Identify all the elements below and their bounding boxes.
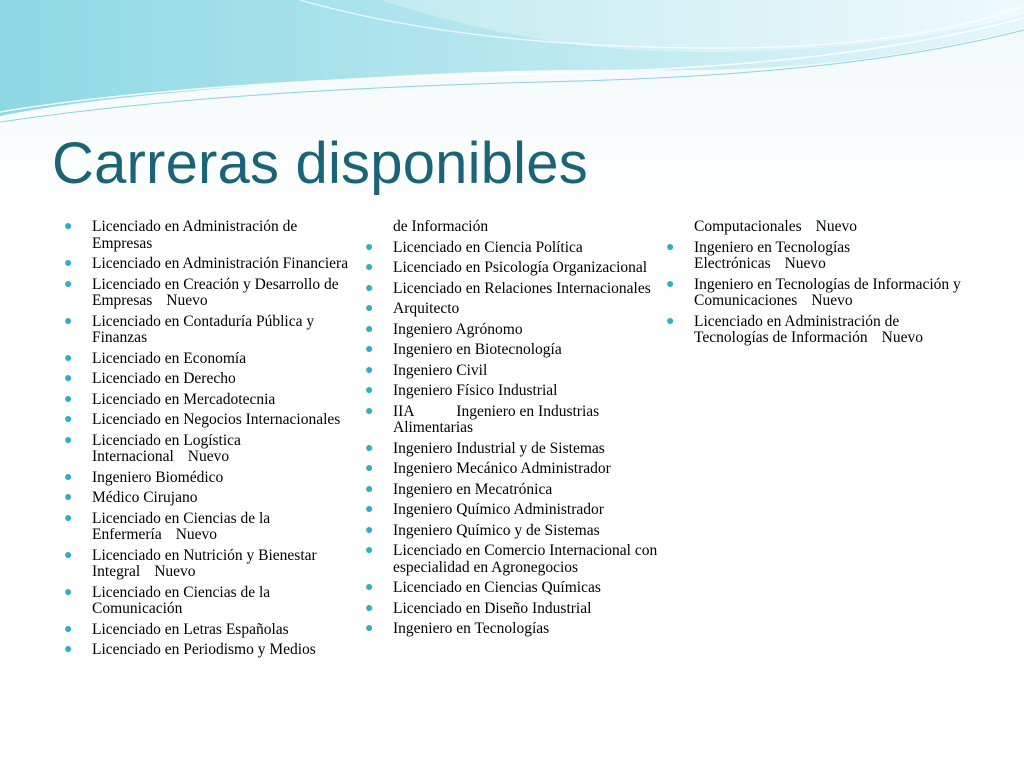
bullet-icon: ● (64, 256, 73, 271)
bullet-icon: ● (365, 543, 374, 558)
list-item (363, 601, 661, 618)
list-item-text: Licenciado en Creación y Desarrollo de Empresas (92, 275, 343, 309)
bullet-icon: ● (64, 642, 73, 657)
bullet-icon: ● (64, 391, 73, 407)
list-item (62, 412, 360, 429)
bullet-icon: ● (64, 432, 73, 448)
list-item-text: Médico Cirujano (92, 489, 198, 506)
bullet-icon: ● (365, 440, 374, 456)
bullet-icon: ● (666, 276, 675, 292)
list-item (62, 256, 360, 273)
bullet-icon: ● (365, 321, 374, 337)
list-item-text: Licenciado en Relaciones Internacionales (393, 279, 651, 297)
bullet-icon: ● (365, 461, 374, 476)
list-item-text: Ingeniero Civil (393, 361, 488, 379)
list-item-text: Licenciado en Psicología Organizacional (393, 259, 648, 276)
list-item (664, 277, 969, 310)
list-item (363, 523, 661, 540)
bullet-icon: ● (666, 239, 675, 255)
bullet-icon: ● (365, 600, 374, 616)
bullet-icon: ● (365, 342, 374, 357)
list-item-text: Ingeniero en Biotecnología (393, 341, 562, 358)
bullet-icon: ● (64, 584, 73, 600)
bullet-icon: ● (64, 350, 73, 366)
list-item (363, 281, 661, 298)
career-list-column-2 (363, 219, 661, 642)
list-item-text: Ingeniero Químico y de Sistemas (393, 521, 600, 539)
list-item-text: Licenciado en Negocios Internacionales (92, 411, 341, 428)
bullet-icon: ● (365, 621, 374, 636)
list-item (363, 543, 661, 576)
list-item (62, 548, 360, 581)
list-item-text: Licenciado en Administración Financiera (92, 255, 349, 272)
bullet-icon: ● (365, 522, 374, 538)
new-tag: Nuevo (815, 218, 857, 235)
list-item (62, 585, 360, 618)
career-list-column-3 (664, 219, 969, 351)
list-item-continuation (664, 219, 969, 236)
list-item (363, 240, 661, 257)
bullet-icon: ● (365, 481, 374, 497)
list-item (62, 433, 360, 466)
bullet-icon: ● (64, 276, 73, 292)
bullet-icon: ● (365, 260, 374, 275)
list-item (363, 461, 661, 478)
bullet-icon: ● (365, 502, 374, 517)
list-item-text: Licenciado en Ciencia Política (393, 238, 583, 256)
list-item-text: Licenciado en Contaduría Pública y Finanzas (92, 312, 318, 346)
bullet-icon: ● (64, 469, 73, 485)
list-item (664, 314, 969, 347)
page-title: Carreras disponibles (52, 131, 588, 196)
list-item-text: Licenciado en Administración de Empresas (92, 218, 302, 252)
list-item (62, 470, 360, 487)
list-item-text: Licenciado en Diseño Industrial (393, 599, 592, 617)
list-item-text: Ingeniero en Tecnologías Electrónicas (694, 238, 855, 272)
list-item-text: Licenciado en Economía (92, 349, 247, 367)
list-item-text: Ingeniero Físico Industrial (393, 382, 558, 399)
bullet-icon: ● (64, 371, 73, 386)
list-item (363, 363, 661, 380)
new-tag: Nuevo (881, 329, 923, 346)
list-item-text: Arquitecto (393, 300, 460, 317)
bullet-icon: ● (64, 510, 73, 526)
list-item-continuation (363, 219, 661, 236)
list-item-text: Licenciado en Ciencias Químicas (393, 579, 601, 596)
list-item (363, 342, 661, 359)
new-tag: Nuevo (811, 292, 853, 309)
new-tag: Nuevo (154, 563, 196, 580)
new-tag: Nuevo (187, 448, 230, 465)
list-item-text: Ingeniero Mecánico Administrador (393, 460, 611, 477)
list-item (62, 277, 360, 310)
list-item-text: Ingeniero en Tecnologías (393, 620, 550, 637)
list-item (664, 240, 969, 273)
list-item-text: Licenciado en Letras Españolas (92, 620, 289, 638)
bullet-icon: ● (365, 403, 374, 419)
bullet-icon: ● (365, 362, 374, 378)
list-item-text: Licenciado en Periodismo y Medios (92, 641, 316, 658)
new-tag: Nuevo (175, 526, 218, 543)
header-wave-decoration (0, 0, 1024, 130)
bullet-icon: ● (64, 621, 73, 637)
list-item (62, 642, 360, 659)
list-item-text: Ingeniero en Tecnologías de Información y Comunicaciones (694, 275, 965, 309)
bullet-icon: ● (64, 547, 73, 563)
bullet-icon: ● (64, 412, 73, 427)
list-item (363, 441, 661, 458)
bullet-icon: ● (64, 219, 73, 234)
list-item (62, 314, 360, 347)
list-item-text: IIA Ingeniero en Industrias Alimentarias (393, 402, 603, 436)
new-tag: Nuevo (166, 292, 208, 309)
list-item (363, 301, 661, 318)
list-item (363, 580, 661, 597)
list-item (62, 392, 360, 409)
new-tag: Nuevo (784, 255, 826, 272)
list-item (363, 383, 661, 400)
list-item (363, 502, 661, 519)
bullet-icon: ● (365, 580, 374, 595)
list-item-text: Licenciado en Nutrición y Bienestar Integral (92, 546, 321, 580)
list-item (363, 404, 661, 437)
list-item (62, 490, 360, 507)
list-item (62, 351, 360, 368)
list-item-text: Computacionales (694, 218, 802, 235)
list-item-text: de Información (393, 218, 489, 235)
list-item-text: Licenciado en Derecho (92, 370, 236, 387)
bullet-icon: ● (365, 383, 374, 398)
bullet-icon: ● (365, 301, 374, 316)
list-item-text: Licenciado en Ciencias de la Comunicación (92, 583, 275, 617)
list-item-text: Ingeniero Biomédico (92, 468, 224, 486)
list-item-text: Ingeniero en Mecatrónica (393, 480, 553, 498)
list-item-text: Licenciado en Logística Internacional (92, 431, 245, 465)
bullet-icon: ● (365, 280, 374, 296)
bullet-icon: ● (64, 313, 73, 329)
list-item-text: Ingeniero Químico Administrador (393, 501, 604, 518)
list-item-text: Licenciado en Ciencias de la Enfermería (92, 509, 275, 543)
list-item (363, 482, 661, 499)
list-item-text: Ingeniero Industrial y de Sistemas (393, 439, 605, 457)
list-item (62, 371, 360, 388)
bullet-icon: ● (365, 239, 374, 255)
list-item (62, 219, 360, 252)
list-item-text: Licenciado en Administración de Tecnologías de Información (694, 312, 903, 346)
bullet-icon: ● (666, 313, 675, 329)
list-item-text: Licenciado en Mercadotecnia (92, 390, 276, 408)
list-item (62, 511, 360, 544)
bullet-icon: ● (64, 490, 73, 505)
list-item-text: Licenciado en Comercio Internacional con especialidad en Agronegocios (393, 542, 662, 576)
list-item (62, 622, 360, 639)
list-item (363, 621, 661, 638)
list-item (363, 260, 661, 277)
career-list-column-1 (62, 219, 360, 663)
list-item (363, 322, 661, 339)
list-item-text: Ingeniero Agrónomo (393, 320, 523, 338)
